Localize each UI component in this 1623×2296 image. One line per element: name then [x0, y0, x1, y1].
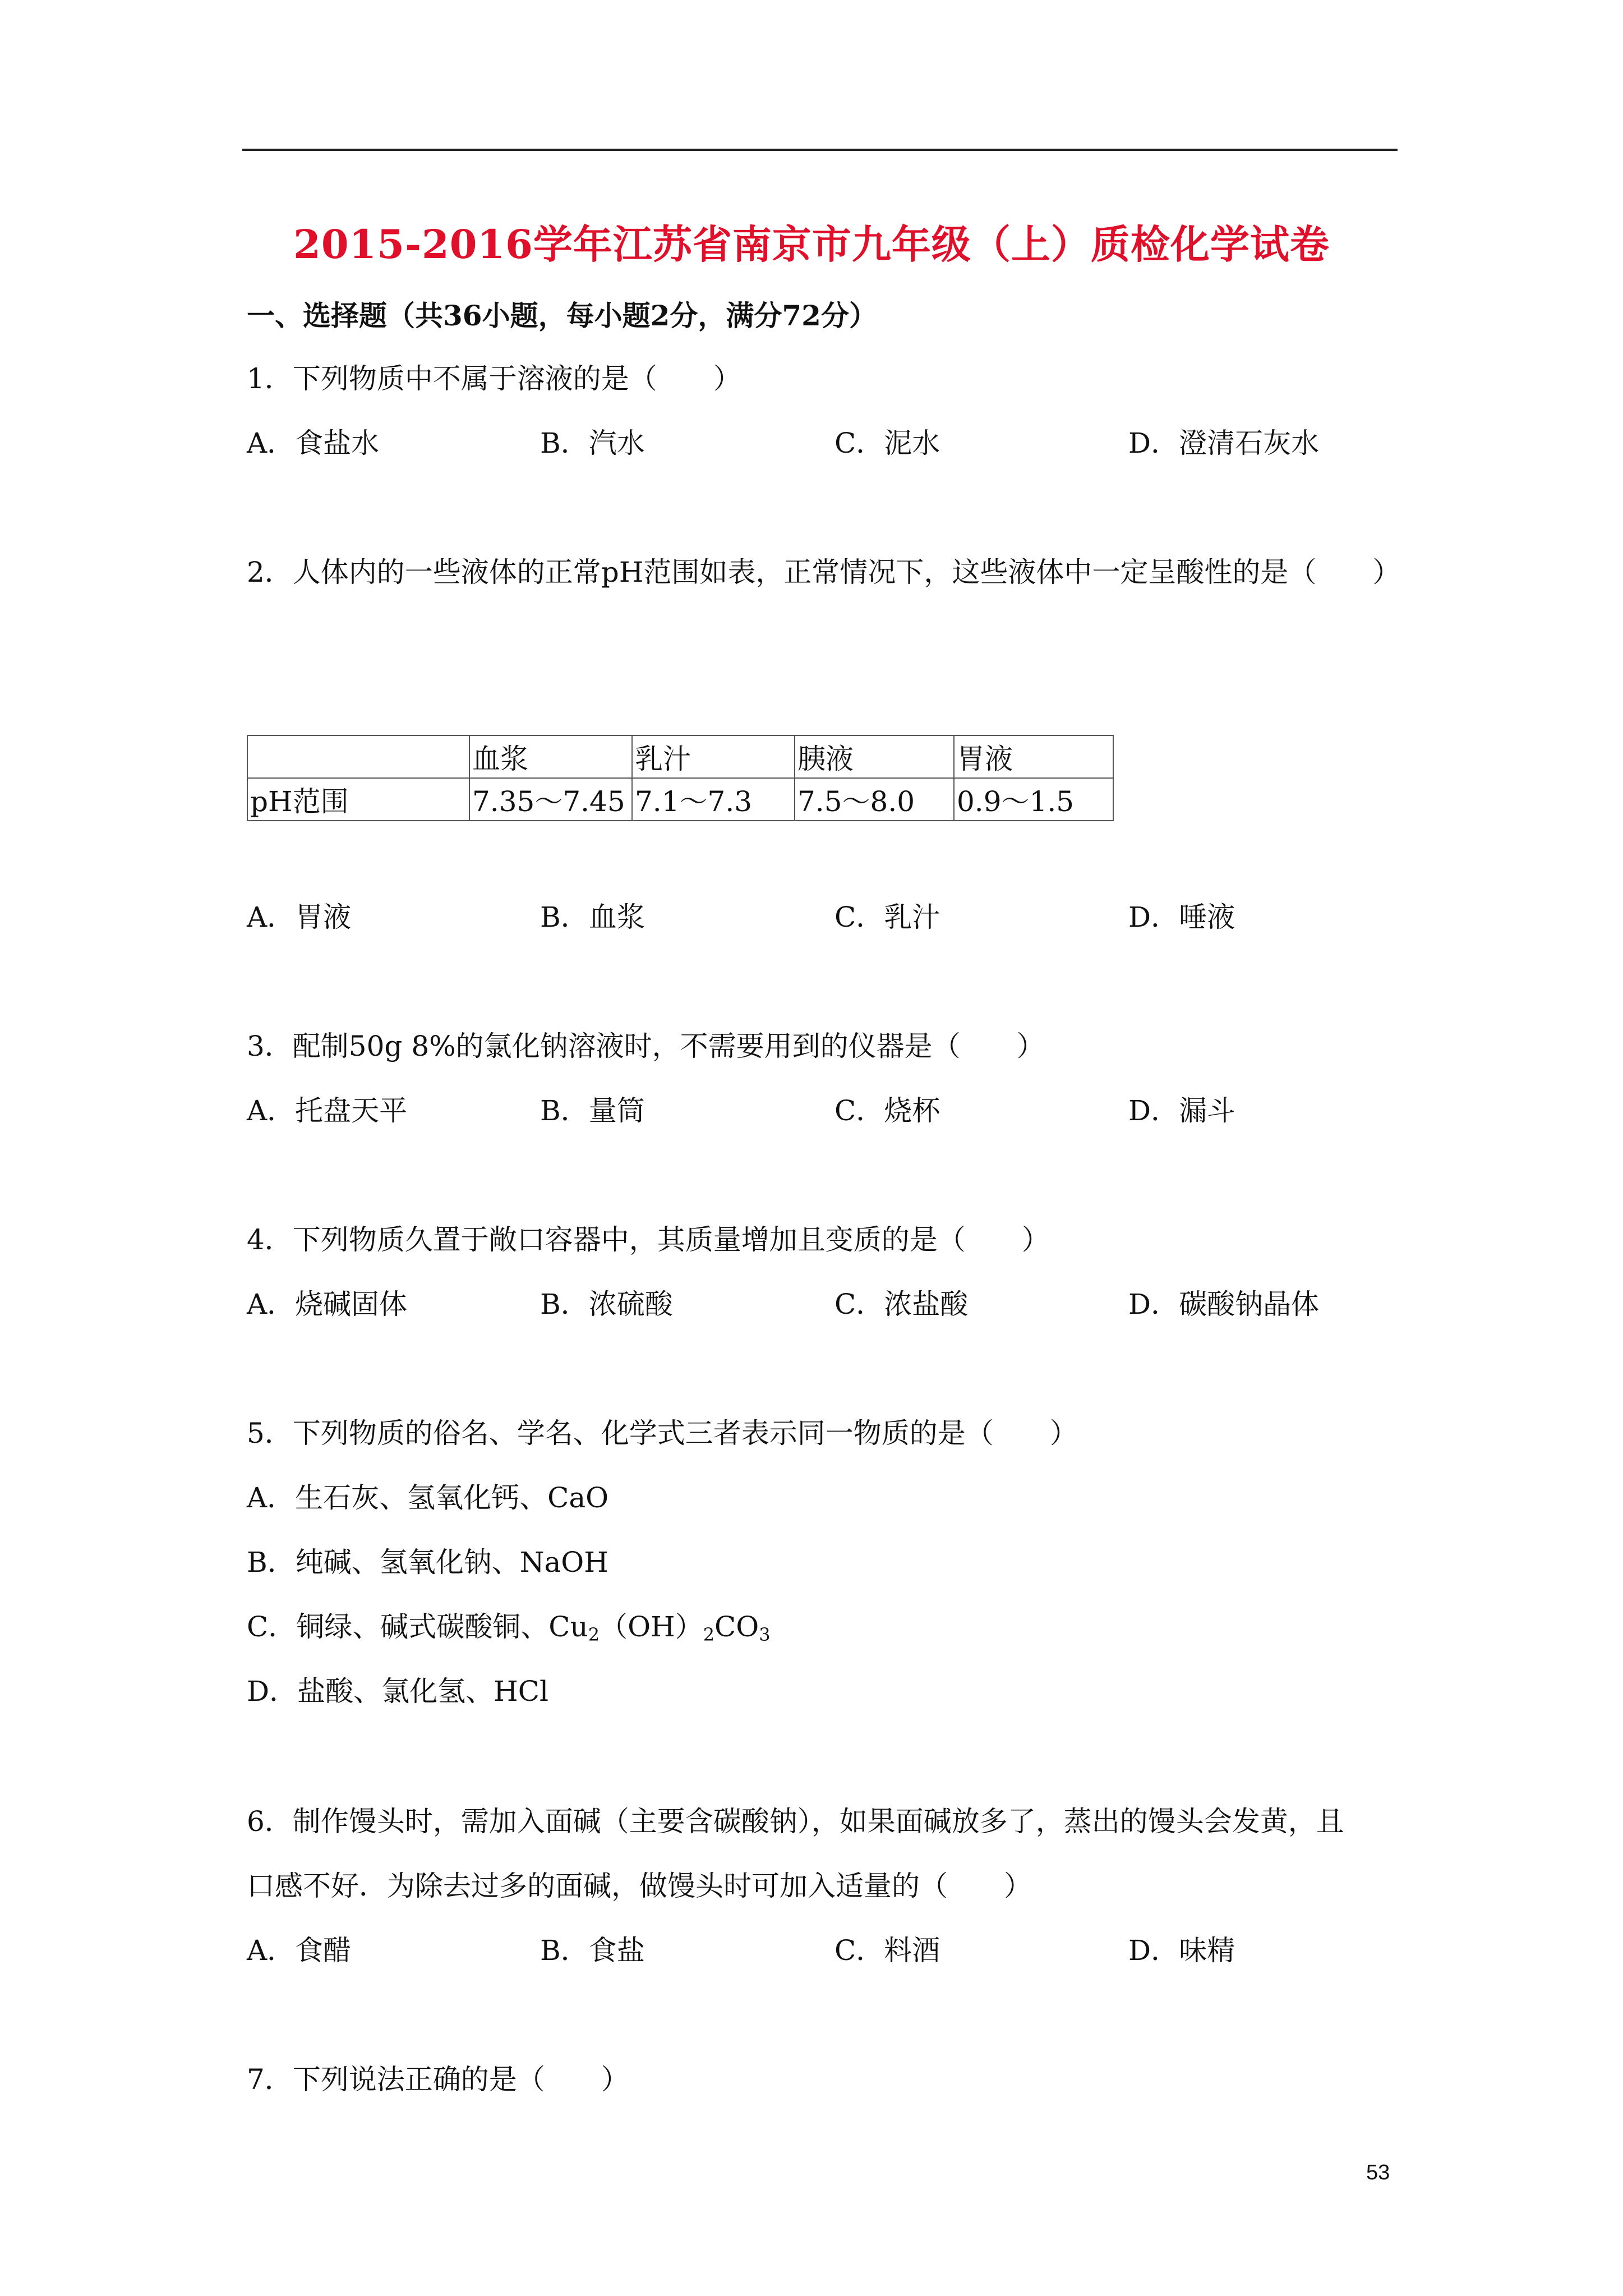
table-header-row [247, 735, 1113, 778]
document-title: 2015-2016学年江苏省南京市九年级（上）质检化学试卷 [293, 221, 1330, 268]
q4-option-a: A．烧碱固体 [247, 1288, 408, 1320]
section-heading: 一、选择题（共36小题，每小题2分，满分72分） [247, 299, 877, 332]
q5-option-a: A．生石灰、氢氧化钙、CaO [247, 1481, 609, 1514]
table-cell: 血浆 [469, 735, 632, 778]
q5-option-b: B．纯碱、氢氧化钠、NaOH [247, 1546, 608, 1579]
table-cell: 7.5～8.0 [795, 778, 954, 821]
formula-part: CO [714, 1611, 759, 1643]
q1-option-b: B．汽水 [540, 427, 645, 459]
q3-option-b: B．量筒 [540, 1094, 645, 1127]
table-cell: 乳汁 [632, 735, 795, 778]
question-1-stem: 1．下列物质中不属于溶液的是（ ） [247, 362, 741, 395]
q6-option-b: B．食盐 [540, 1934, 645, 1967]
q6-option-c: C．料酒 [834, 1934, 940, 1967]
question-7-stem: 7．下列说法正确的是（ ） [247, 2063, 629, 2096]
question-6-stem-line1: 6．制作馒头时，需加入面碱（主要含碳酸钠），如果面碱放多了，蒸出的馒头会发黄，且 [247, 1805, 1344, 1838]
q4-option-d: D．碳酸钠晶体 [1128, 1288, 1320, 1320]
table-cell: 7.35～7.45 [469, 778, 632, 821]
page-number: 53 [1366, 2161, 1390, 2184]
question-4-stem: 4．下列物质久置于敞口容器中，其质量增加且变质的是（ ） [247, 1223, 1050, 1256]
table-cell: 胃液 [954, 735, 1113, 778]
table-cell: pH范围 [247, 778, 469, 821]
q4-option-c: C．浓盐酸 [834, 1288, 969, 1320]
table-row [247, 778, 1113, 821]
q6-option-d: D．味精 [1128, 1934, 1235, 1967]
table-cell: 胰液 [795, 735, 954, 778]
q5-option-d: D．盐酸、氯化氢、HCl [247, 1675, 548, 1708]
formula-subscript: 2 [703, 1624, 715, 1645]
q1-option-a: A．食盐水 [247, 427, 380, 459]
q5-option-c [247, 1613, 771, 1644]
q1-option-d: D．澄清石灰水 [1128, 427, 1320, 459]
q4-option-b: B．浓硫酸 [540, 1288, 673, 1320]
question-6-stem-line2: 口感不好．为除去过多的面碱，做馒头时可加入适量的（ ） [247, 1870, 1032, 1902]
question-2-stem: 2．人体内的一些液体的正常pH范围如表，正常情况下，这些液体中一定呈酸性的是（ ） [247, 556, 1401, 588]
q2-option-a: A．胃液 [247, 901, 352, 933]
q3-option-c: C．烧杯 [834, 1094, 940, 1127]
q3-option-a: A．托盘天平 [247, 1094, 408, 1127]
formula-part: （OH） [600, 1611, 703, 1643]
ph-range-table [247, 735, 1114, 821]
formula-subscript: 2 [588, 1624, 600, 1645]
table-cell: 0.9～1.5 [954, 778, 1113, 821]
q5-option-c-text: C．铜绿、碱式碳酸铜、Cu [247, 1611, 588, 1643]
question-5-stem: 5．下列物质的俗名、学名、化学式三者表示同一物质的是（ ） [247, 1417, 1078, 1450]
q2-option-c: C．乳汁 [834, 901, 940, 933]
question-3-stem: 3．配制50g 8%的氯化钠溶液时，不需要用到的仪器是（ ） [247, 1030, 1045, 1062]
table-cell [247, 735, 469, 778]
q2-option-d: D．唾液 [1128, 901, 1235, 933]
header-rule [242, 149, 1398, 151]
q2-option-b: B．血浆 [540, 901, 645, 933]
q3-option-d: D．漏斗 [1128, 1094, 1235, 1127]
q6-option-a: A．食醋 [247, 1934, 352, 1967]
table-cell: 7.1～7.3 [632, 778, 795, 821]
formula-subscript: 3 [759, 1624, 771, 1645]
q1-option-c: C．泥水 [834, 427, 940, 459]
